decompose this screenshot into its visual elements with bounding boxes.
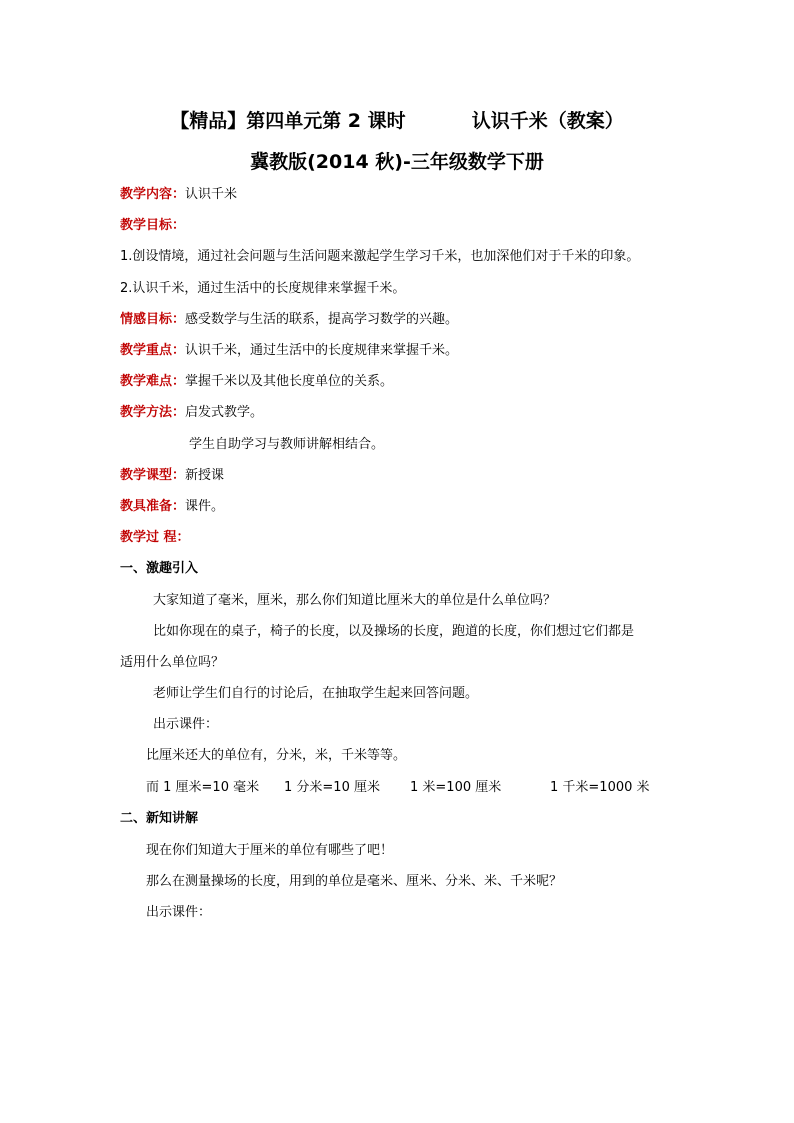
field-label: 教学课型： (120, 468, 186, 483)
emotion-goal-row (120, 312, 458, 328)
field-value: 掌握千米以及其他长度单位的关系。 (185, 374, 394, 389)
field-value: 课件。 (185, 499, 225, 514)
field-value: 认识千米，通过生活中的长度规律来掌握千米。 (185, 343, 459, 358)
equivalence: 1 千米=1000 米 (550, 780, 650, 795)
equivalence: 而 1 厘米=10 毫米 (146, 780, 260, 795)
teaching-process-row (120, 530, 190, 546)
section-heading: 二、新知讲解 (120, 811, 199, 826)
teaching-method-continued: 学生自助学习与教师讲解相结合。 (189, 437, 385, 452)
field-label: 教学难点： (120, 374, 186, 389)
field-label: 教具准备： (120, 499, 186, 514)
teaching-method-row (120, 405, 263, 421)
paragraph: 老师让学生们自行的讨论后，在抽取学生起来回答问题。 (153, 686, 479, 701)
field-label: 教学重点： (120, 343, 186, 358)
paragraph: 比厘米还大的单位有，分米，米，千米等等。 (146, 748, 407, 763)
field-label: 教学方法： (120, 405, 186, 420)
equivalence: 1 分米=10 厘米 (284, 780, 380, 795)
field-value: 认识千米 (185, 187, 238, 202)
field-label: 教学内容： (120, 187, 186, 202)
unit-equivalences (146, 780, 666, 796)
field-value: 启发式教学。 (185, 405, 264, 420)
teaching-aids-row (120, 499, 224, 515)
teaching-goals-row (120, 218, 185, 234)
lesson-type-row (120, 468, 224, 484)
paragraph: 大家知道了毫米，厘米，那么你们知道比厘米大的单位是什么单位吗？ (153, 593, 557, 608)
field-value: 感受数学与生活的联系，提高学习数学的兴趣。 (185, 312, 459, 327)
document-subtitle: 冀教版(2014 秋)-三年级数学下册 (250, 151, 544, 173)
goal-item: 2.认识千米，通过生活中的长度规律来掌握千米。 (120, 281, 406, 296)
goal-item: 1.创设情境，通过社会问题与生活问题来激起学生学习千米，也加深他们对于千米的印象。 (120, 249, 640, 264)
teaching-content-row (120, 187, 237, 203)
paragraph: 出示课件： (153, 717, 219, 732)
teaching-focus-row (120, 343, 458, 359)
field-label: 情感目标： (120, 312, 186, 327)
equivalence: 1 米=100 厘米 (410, 780, 502, 795)
field-label: 教学目标： (120, 218, 186, 233)
paragraph: 现在你们知道大于厘米的单位有哪些了吧！ (146, 843, 394, 858)
paragraph-continued: 适用什么单位吗？ (120, 655, 225, 670)
field-value: 新授课 (185, 468, 225, 483)
document-title: 【精品】第四单元第 2 课时 认识千米（教案） (170, 110, 624, 132)
paragraph: 出示课件： (146, 905, 212, 920)
field-label: 教学过 程： (120, 530, 190, 545)
section-heading: 一、激趣引入 (120, 561, 199, 576)
teaching-difficulty-row (120, 374, 393, 390)
paragraph: 那么在测量操场的长度，用到的单位是毫米、厘米、分米、米、千米呢？ (146, 874, 563, 889)
paragraph: 比如你现在的桌子，椅子的长度，以及操场的长度，跑道的长度，你们想过它们都是 (153, 624, 635, 639)
